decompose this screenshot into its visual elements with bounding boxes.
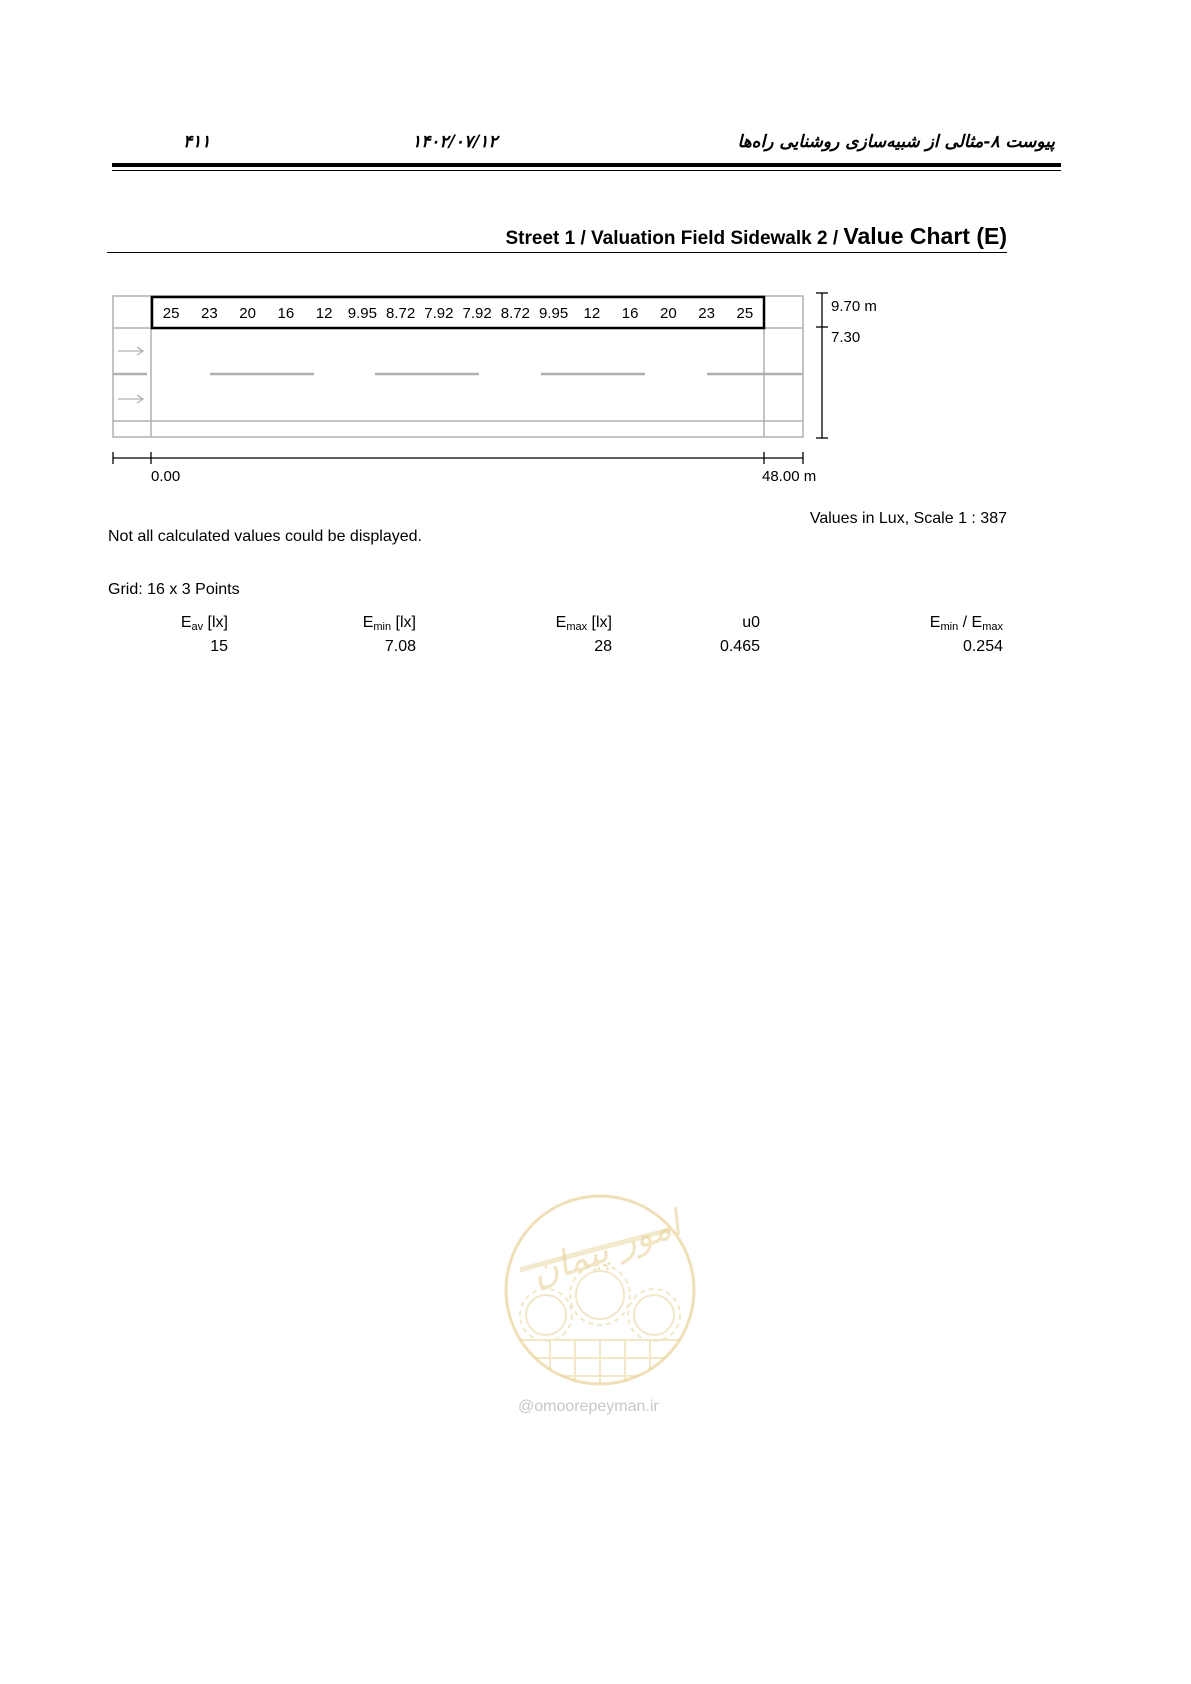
grid-value: 12 [315,305,333,322]
grid-value: 16 [277,305,295,322]
gear-icon [634,1295,674,1335]
section-title-prefix: Street 1 / Valuation Field Sidewalk 2 / [505,228,844,249]
gear-icon [576,1271,624,1319]
grid-value: 25 [736,305,754,322]
grid-value: 7.92 [424,305,454,322]
grid-value: 8.72 [500,305,531,322]
grid-value: 20 [660,305,677,322]
dimension-inner-label: 7.30 [831,329,861,346]
stat-value-eav: 15 [210,638,228,655]
header-chapter: پیوست ۸-مثالی از شبیه‌سازی روشنایی راه‌ها [737,132,1055,152]
value-row [163,305,753,322]
stat-header-emin: $E_{min}$ [lx] [362,614,416,633]
gear-icon [526,1295,566,1335]
stat-header-ratio: $E_{min} / E_{max}$ [929,614,1003,633]
warning-note: Not all calculated values could be displayed. [108,528,422,545]
stat-value-emin: 7.08 [384,638,416,655]
dimension-top-label: 9.70 m [831,298,877,315]
stat-header-emax: $E_{max}$ [lx] [555,614,612,633]
vertical-dimension [816,293,828,438]
grid-value: 7.92 [462,305,492,322]
grid-value: 16 [621,305,639,322]
watermark-logo-text: امور پیمان [525,1203,687,1296]
direction-arrow-icon [118,395,143,403]
grid-value: 25 [162,305,180,322]
grid-value: 23 [698,305,715,322]
x-start-label: 0.00 [151,468,181,485]
grid-value: 12 [583,305,601,322]
watermark-url: @omoorepeyman.ir [518,1398,659,1415]
watermark-logo [500,1190,700,1390]
grid-value: 9.95 [347,305,378,322]
scale-note: Values in Lux, Scale 1 : 387 [809,510,1007,527]
grid-value: 23 [201,305,218,322]
stat-value-u0: 0.465 [719,638,760,655]
horizontal-dimension [113,452,803,464]
stat-header-u0: u0 [742,614,760,631]
grid-note: Grid: 16 x 3 Points [108,581,240,598]
stat-value-emax: 28 [594,638,612,655]
grid-value: 8.72 [385,305,416,322]
page-number: ۴۱۱ [183,132,211,152]
value-chart-diagram [0,0,1191,500]
grid-value: 9.95 [538,305,569,322]
direction-arrow-icon [118,347,143,355]
x-end-label: 48.00 m [762,468,817,485]
header-date: ۱۴۰۲/۰۷/۱۲ [412,132,498,152]
grid-value: 20 [239,305,256,322]
stat-header-eav: $E_{av}$ [lx] [180,614,228,633]
stat-value-ratio: 0.254 [962,638,1003,655]
section-title-main: Value Chart (E) [843,223,1007,249]
